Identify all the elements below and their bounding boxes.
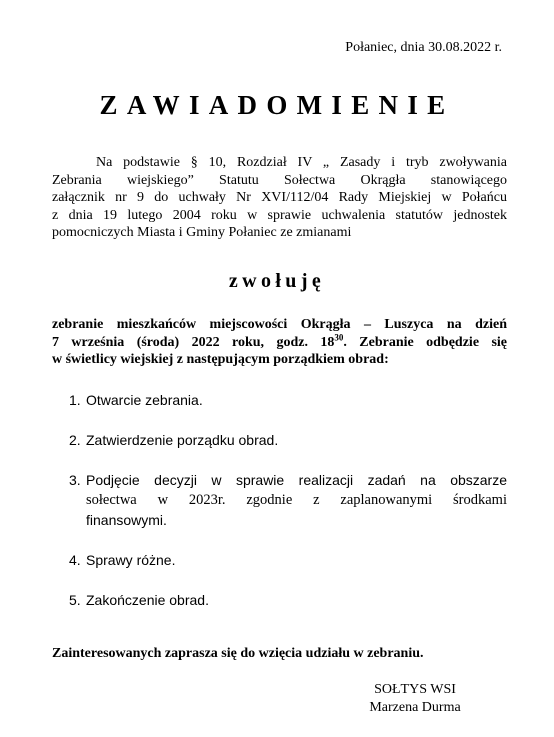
meeting-line-2	[52, 331, 507, 352]
meeting-line-1: zebranie mieszkańców miejscowości Okrągła – Luszyca na dzień	[52, 317, 507, 332]
place-date: Połaniec, dnia 30.08.2022 r.	[345, 40, 502, 55]
agenda-list	[69, 390, 507, 630]
agenda-item-text: Zatwierdzenie porządku obrad.	[86, 432, 279, 448]
agenda-item-number: 2.	[69, 432, 81, 448]
intro-line: Zebrania wiejskiego” Statutu Sołectwa Okrągła stanowiącego	[52, 172, 507, 188]
agenda-item-text: Podjęcie decyzji w sprawie realizacji zadań na obszarze	[86, 472, 507, 488]
intro-line: Na podstawie § 10, Rozdział IV „ Zasady i tryb zwoływania	[96, 155, 507, 170]
meeting-line-3: w świetlicy wiejskiej z następującym porządkiem obrad:	[52, 352, 389, 367]
agenda-item	[69, 390, 507, 410]
agenda-item	[69, 590, 507, 610]
agenda-item-text: Sprawy różne.	[86, 552, 176, 568]
agenda-item-number: 3.	[69, 472, 81, 488]
intro-paragraph	[52, 154, 507, 242]
signature-name: Marzena Durma	[369, 700, 461, 715]
meeting-time-minutes: 30	[334, 331, 344, 342]
agenda-item-number: 1.	[69, 392, 81, 408]
meeting-announcement	[52, 316, 507, 369]
signature-role: SOŁTYS WSI	[374, 682, 456, 697]
agenda-item-number: 4.	[69, 552, 81, 568]
agenda-item	[69, 550, 507, 570]
agenda-item-text: finansowymi.	[86, 512, 167, 528]
agenda-item-number: 5.	[69, 592, 81, 608]
intro-line: z dnia 19 lutego 2004 roku w sprawie uchwalenia statutów jednostek	[52, 207, 507, 223]
meeting-date-text: 7 września (środa) 2022 roku, godz. 18	[52, 334, 335, 350]
meeting-location-start: . Zebranie odbędzie się	[343, 334, 507, 350]
agenda-item	[69, 430, 507, 450]
convene-heading: zwołuję	[228, 270, 326, 292]
closing-invitation: Zainteresowanych zaprasza się do wzięcia udziału w zebraniu.	[52, 646, 424, 661]
agenda-item	[69, 470, 507, 530]
document-title: ZAWIADOMIENIE	[99, 90, 455, 120]
agenda-item-text: sołectwa w 2023r. zgodnie z zaplanowanymi środkami	[86, 492, 507, 508]
signature-block	[360, 681, 470, 717]
intro-line: pomocniczych Miasta i Gminy Połaniec ze zmianami	[52, 225, 352, 240]
agenda-item-text: Zakończenie obrad.	[86, 592, 209, 608]
intro-line: załącznik nr 9 do uchwały Nr XVI/112/04 Rady Miejskiej w Połańcu	[52, 190, 507, 205]
agenda-item-text: Otwarcie zebrania.	[86, 392, 203, 408]
